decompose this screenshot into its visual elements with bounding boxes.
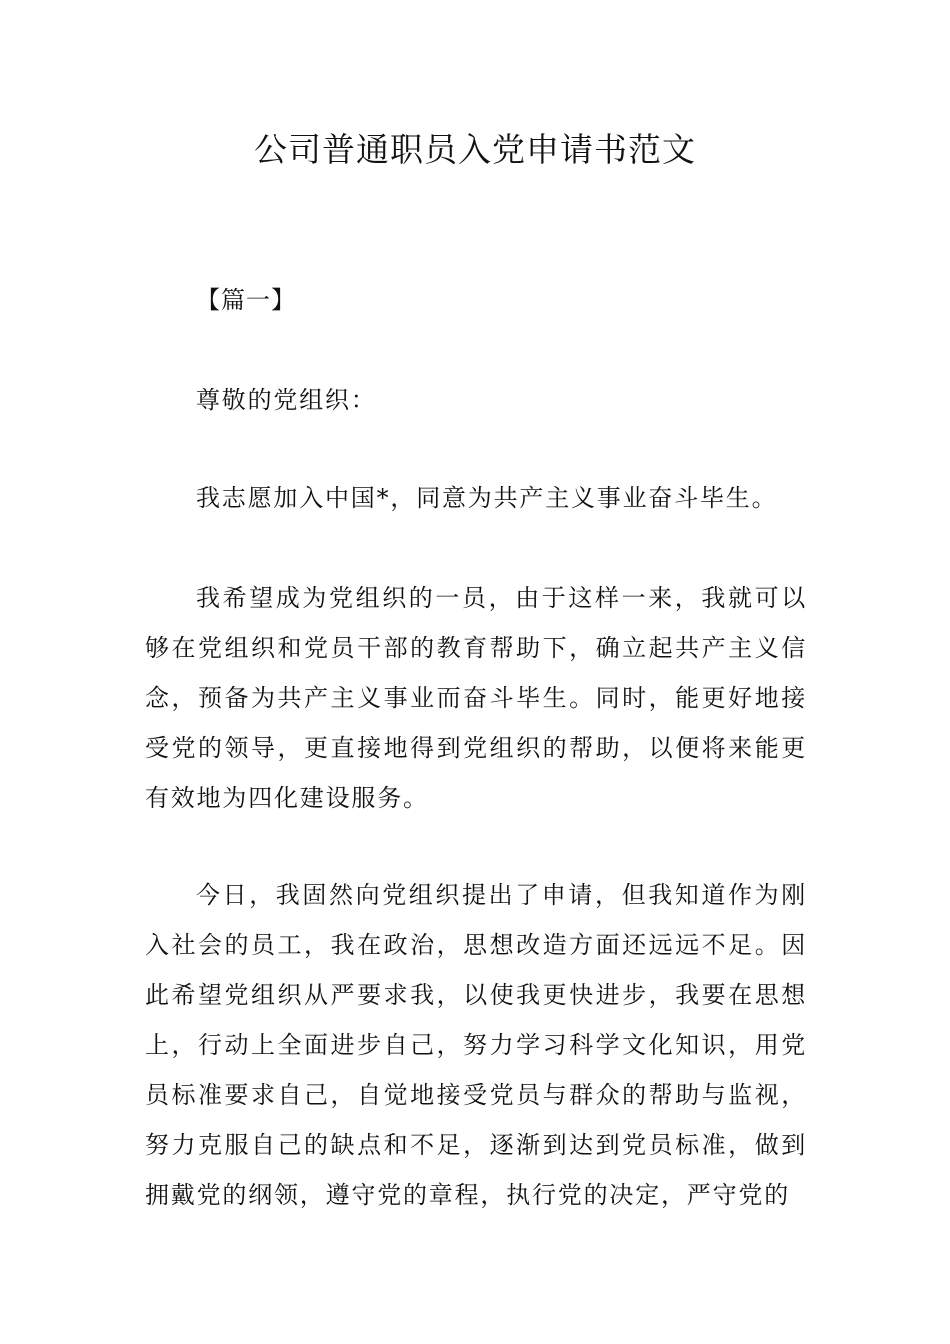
salutation: 尊敬的党组织：: [196, 386, 377, 414]
section-label: 【篇一】: [196, 286, 296, 314]
document-title: 公司普通职员入党申请书范文: [254, 130, 696, 169]
paragraph-3: 今日，我固然向党组织提出了申请，但我知道作为刚入社会的员工，我在政治，思想改造方面还远远不足。因此希望党组织从严要求我，以使我更快进步，我要在思想上，行动上全面进步自己，努力学习科学文化知识，用党员标准要求自己，自觉地接受党员与群众的帮助与监视，努力克服自己的缺点和不足，逐渐到达到党员标准，做到拥戴党的纲领，遵守党的章程，执行党的决定，严守党的: [145, 881, 807, 1209]
paragraph-1: 我志愿加入中国*，同意为共产主义事业奋斗毕生。: [196, 484, 778, 512]
paragraph-2: 我希望成为党组织的一员，由于这样一来，我就可以够在党组织和党员干部的教育帮助下，确立起共产主义信念，预备为共产主义事业而奋斗毕生。同时，能更好地接受党的领导，更直接地得到党组织的帮助，以便将来能更有效地为四化建设服务。: [145, 584, 807, 812]
